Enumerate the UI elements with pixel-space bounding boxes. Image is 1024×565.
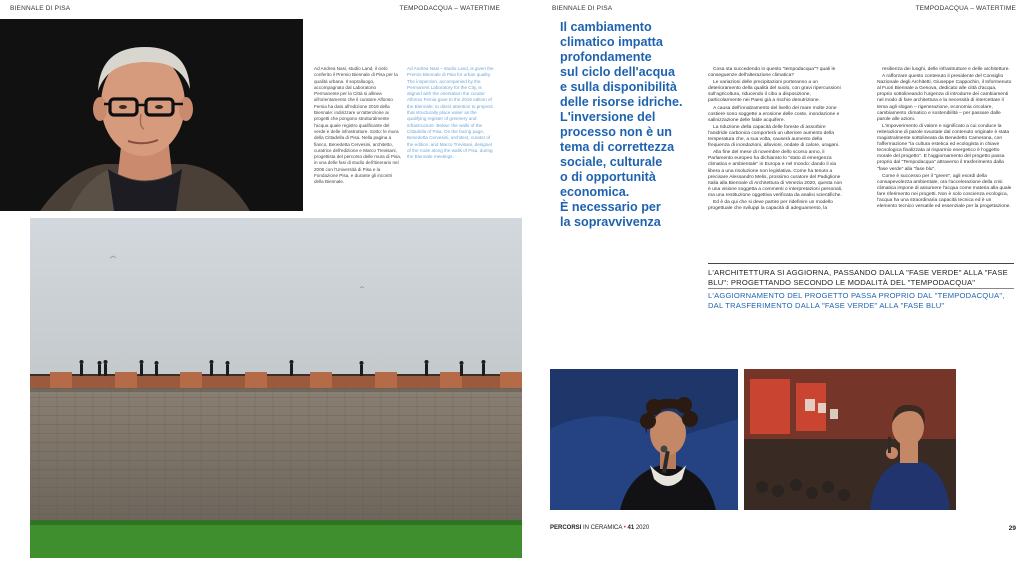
- pull-quote-line: tema di correttezza: [560, 140, 675, 154]
- issue-year: 2020: [635, 525, 650, 531]
- pull-quote-line: la sopravvivenza: [560, 215, 661, 229]
- pull-quote-line: Il cambiamento: [560, 20, 652, 34]
- running-head-left: BIENNALE DI PISA: [552, 5, 613, 12]
- body-paragraph: A causa dell'innalzamento del livello del mare molte zone costiere sono soggette a erosione delle coste, inondazione e salinizzazione delle falde acquifere.: [708, 105, 840, 123]
- running-head-right: TEMPODACQUA – WATERTIME: [915, 5, 1016, 12]
- body-paragraph: L'impoverimento di valore e significato a cui conduce la reiterazione di parole svuotate dal contenuto originale è stata magistralmente sottolineata da Benedetto Camerana, con l'affermazione "la cultura estetica ed ecologista in chiave tecnologica finalizzata al risparmio energetico è l'oggetto morale del progetto". E l'aggiornamento del progetto passa proprio dal "Tempodacqua" attraverso il trasferimento dalla "fase verde" alla "fase blu".: [877, 123, 1010, 172]
- running-head-left: BIENNALE DI PISA: [10, 5, 71, 12]
- body-paragraph: Alla fine del mese di novembre dello scorso anno, il Parlamento europeo ha dichiarato lo "stato di emergenza climatica e ambientale" in Europa e nel mondo: dando il via libera a una risoluzione non legislativa. Come ha tenuto a precisare Alessandro Melis, prossimo curatore del Padiglione Italia alla Biennale di Architettura di Venezia 2020, questa non è una visione soggetta a commenti o interpretazioni personali, ma una restituzione oggettiva verificata da analisi scientifiche.: [708, 150, 843, 198]
- pull-quote-line: delle risorse idriche.: [560, 95, 683, 109]
- body-column-2: [877, 67, 1012, 211]
- body-paragraph: Come è successo per il "green", agli esordi della consapevolezza ambientale, ora l'accelerazione della crisi climatica impone di assumere l'acqua come materia alla quale fare riferimento nei progetti. Non è solo coscienza ecologica, l'acqua ha una straordinaria capacità tecnica ed è un elemento tecnico versatile ed essenziale per la progettazione.: [877, 173, 1012, 210]
- magazine-section: IN CERAMICA: [583, 525, 623, 531]
- footer-separator: •: [623, 525, 626, 531]
- city-wall-illustration: [30, 218, 522, 558]
- divider-rule: [708, 263, 1014, 264]
- divider-rule: [708, 288, 1014, 289]
- pull-quote-line: processo non è un: [560, 125, 672, 139]
- issue-number: 41: [627, 525, 635, 531]
- subtitle-italian: L'ARCHITETTURA SI AGGIORNA, PASSANDO DALLA "FASE VERDE" ALLA "FASE BLU": PROGETTANDO SECONDO LE MODALITÀ DEL "TEMPODACQUA": [708, 268, 1008, 287]
- pull-quote-line: L'inversione del: [560, 110, 656, 124]
- magazine-name: PERCORSI: [550, 525, 582, 531]
- subtitle-english: L'AGGIORNAMENTO DEL PROGETTO PASSA PROPRIO DAL "TEMPODACQUA", DAL TRASFERIMENTO DALLA "FASE VERDE" ALLA "FASE BLU": [708, 291, 1005, 310]
- city-wall-photo: [30, 218, 522, 558]
- page-number: 29: [1008, 525, 1016, 532]
- pull-quote: [560, 20, 700, 230]
- pull-quote-line: È necessario per: [560, 200, 661, 214]
- pull-quote-line: economica.: [560, 185, 630, 199]
- body-paragraph: resilienza dei luoghi, delle infrastrutture e delle architetture.: [882, 67, 1010, 72]
- portrait-photo: [0, 19, 303, 211]
- body-paragraph: Cosa sta succedendo in questo "tempodacqua"? quali le conseguenze dell'alterazione climatica?: [708, 67, 836, 79]
- body-paragraph: A rafforzare questo contenuto il presidente del Consiglio Nazionale degli Architetti, Giuseppe Cappochin, il Informenuto al Fuori Biennale a Genova, dedicato alle città d'acqua, proprio sottolineando l'urgenza di introdurre dei cambiamenti nel modo di fare architettura e la necessità di intercettare il tema agli slogan – rigenerazione, economia circolare, cambiamento climatico e sostenibilità – per passare dalle parole alle azioni.: [877, 74, 1012, 122]
- body-paragraph: Le variazioni delle precipitazioni porteranno a un deterioramento della qualità del suolo, con gravi ripercussioni sull'agricoltura, riducendo il cibo a disposizione, particolarmente nei Paesi già a rischio denutrizione.: [708, 80, 841, 104]
- event-speakers-illustration: [550, 369, 956, 510]
- body-paragraph: Ed è da qui che si deve partire per ridefinire un modello progettuale che sviluppi la capacità di adeguamento, la: [708, 199, 833, 212]
- running-head-right: TEMPODACQUA – WATERTIME: [399, 5, 500, 12]
- right-page: [525, 0, 1024, 565]
- pull-quote-line: sociale, culturale: [560, 155, 663, 169]
- portrait-illustration: [0, 19, 303, 211]
- pull-quote-line: climatico impatta: [560, 35, 663, 49]
- pull-quote-line: o di opportunità: [560, 170, 656, 184]
- pull-quote-line: sul ciclo dell'acqua: [560, 65, 675, 79]
- photo-caption-english: Ad Andrea Nasi – studio Land, is given the Premio Biennale di Pisa for urban quality. The inspection, accompanied by the Permanent Laboratory for the City, is aligned with the orientation the curator Alfonso Femia gave to the 2019 edition of the Biennale: to direct attention to projects that structurally place water as the qualifying register of greenery and infrastructure. Below: the walls of the Cittadella of Pisa. On the facing page, Benedetta Cervesini, architect, curator of the edition, and Marco Trevisani, designer of the route along the walls of Pisa, during the Biennale meetings.: [407, 66, 494, 160]
- pull-quote-line: e sulla disponibilità: [560, 80, 677, 94]
- magazine-footer: [550, 525, 649, 531]
- body-column-1: [708, 67, 845, 213]
- body-paragraph: La riduzione della capacità delle foreste di assorbire l'anidride carbonica comporterà un ulteriore aumento della temperatura che, a sua volta, causerà aumento della frequenza di inondazioni, alluvioni, ondate di calore, uragani.: [708, 124, 840, 149]
- event-speakers-photo: [550, 369, 956, 510]
- pull-quote-line: profondamente: [560, 50, 652, 64]
- photo-caption-italian: Ad Andrea Nasi, studio Land, il cielo conferito il Premio Biennale di Pisa per la qualità urbana. Il sopralluogo, accompagnato dal Laboratorio Permanente per la Città si allinea all'orientamento che il curatore Alfonso Femia ha dato all'edizione 2019 della Biennale: indirizzare un'attenzione ai progetti che pongono strutturalmente l'acqua quale registro qualificante del verde e delle infrastrutture. Sotto: le mura della Cittadella di Pisa. Nella pagina a fianco, Benedetta Cervesini, architetto, curatrice dell'edizione e Marco Trevisani, progettista del percorso delle mura di Pisa, in una delle fasi di studio dell'itinerario nel 2006 con l'Università di Pisa e la Fondazione Pisa, e durante gli incontri della Biennale.: [314, 66, 402, 185]
